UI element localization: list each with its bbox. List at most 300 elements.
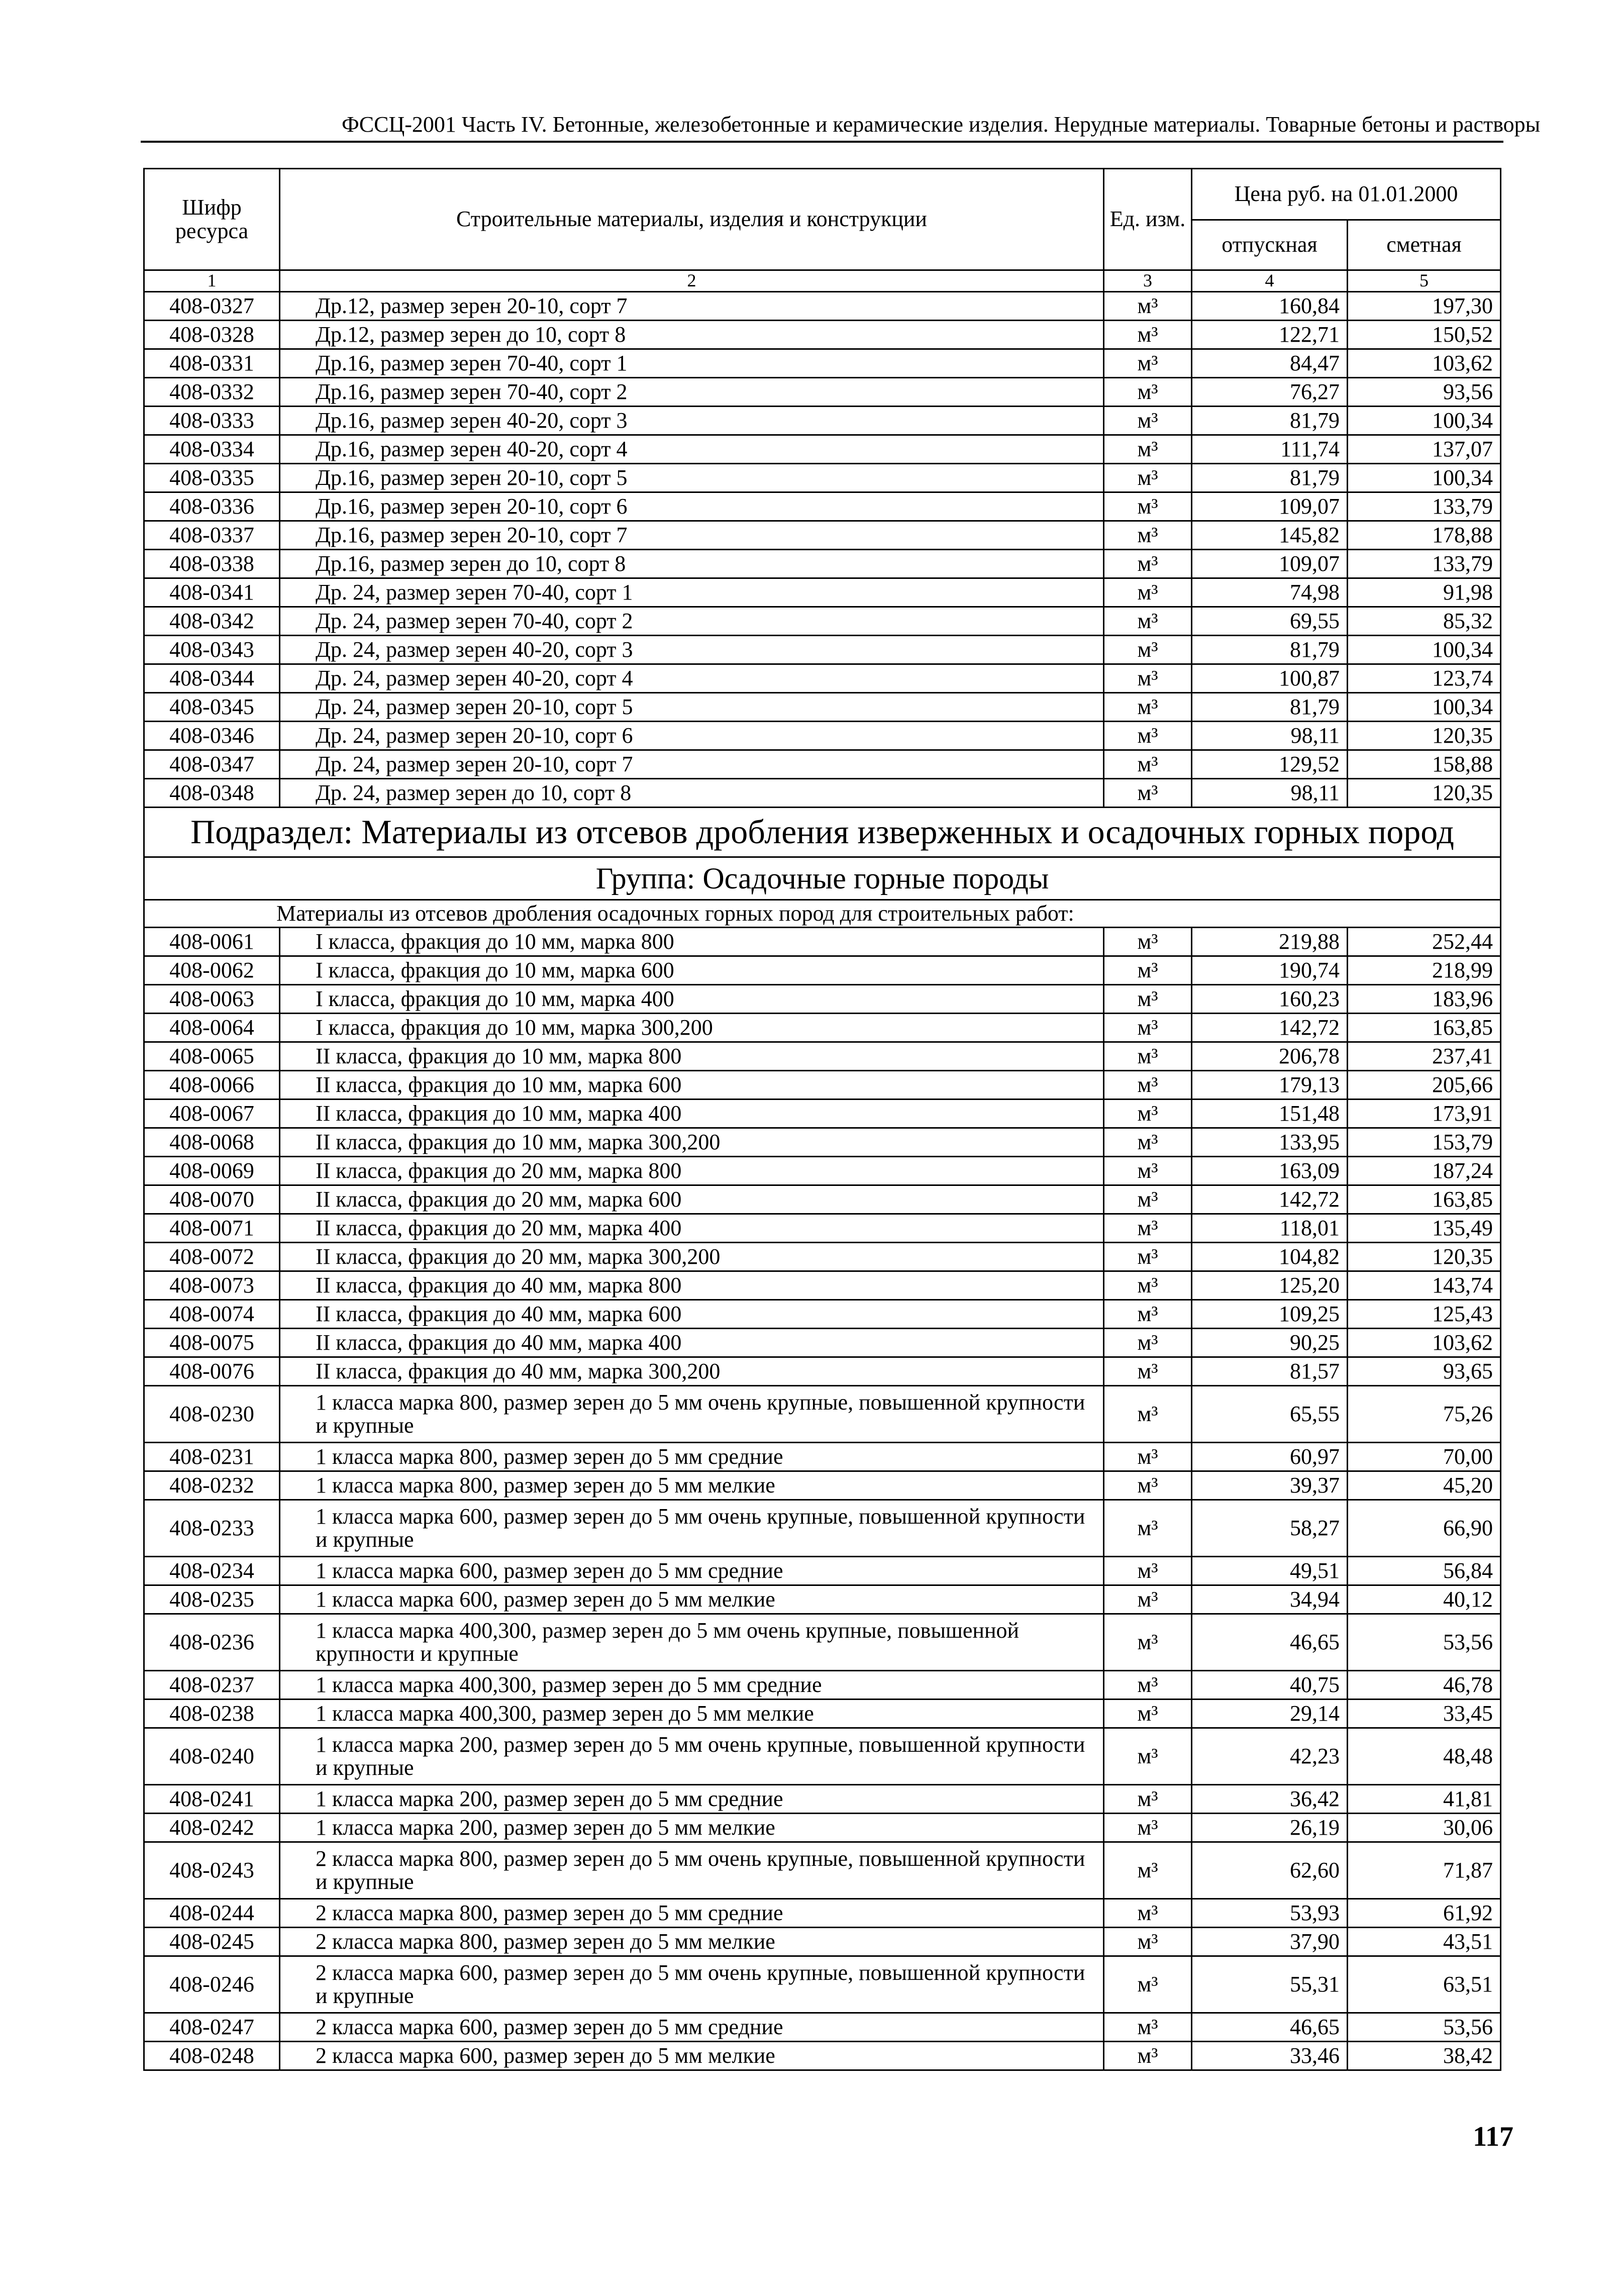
estimate-price: 53,56 [1348,2013,1501,2042]
unit-cell: м³ [1104,1700,1192,1728]
material-name: II класса, фракция до 20 мм, марка 300,200 [280,1243,1104,1271]
release-price: 219,88 [1192,928,1348,956]
col-header-estimate-price: сметная [1348,220,1501,270]
price-table [143,168,1501,2071]
table-row [144,1100,1501,1128]
unit-cell: м³ [1104,321,1192,349]
material-name: II класса, фракция до 40 мм, марка 300,200 [280,1357,1104,1386]
material-name: II класса, фракция до 40 мм, марка 600 [280,1300,1104,1329]
resource-code: 408-0327 [144,292,280,321]
table-row [144,1785,1501,1814]
table-row [144,985,1501,1014]
column-number: 4 [1192,270,1348,292]
table-row [144,1956,1501,2013]
release-price: 104,82 [1192,1243,1348,1271]
estimate-price: 143,74 [1348,1271,1501,1300]
estimate-price: 120,35 [1348,722,1501,750]
resource-code: 408-0074 [144,1300,280,1329]
column-number: 1 [144,270,280,292]
release-price: 36,42 [1192,1785,1348,1814]
material-name: Др. 24, размер зерен 20-10, сорт 6 [280,722,1104,750]
unit-cell: м³ [1104,1300,1192,1329]
col-header-price-group: Цена руб. на 01.01.2000 [1192,169,1501,220]
resource-code: 408-0345 [144,693,280,722]
estimate-price: 163,85 [1348,1185,1501,1214]
material-name: II класса, фракция до 20 мм, марка 400 [280,1214,1104,1243]
estimate-price: 153,79 [1348,1128,1501,1157]
resource-code: 408-0338 [144,550,280,578]
column-number-row [144,270,1501,292]
unit-cell: м³ [1104,578,1192,607]
material-name: 2 класса марка 800, размер зерен до 5 мм очень крупные, повышенной крупности и крупные [280,1842,1104,1899]
material-name: Др.16, размер зерен 40-20, сорт 3 [280,407,1104,435]
estimate-price: 93,65 [1348,1357,1501,1386]
unit-cell: м³ [1104,1386,1192,1443]
estimate-price: 173,91 [1348,1100,1501,1128]
release-price: 34,94 [1192,1585,1348,1614]
resource-code: 408-0238 [144,1700,280,1728]
material-name: 1 класса марка 600, размер зерен до 5 мм очень крупные, повышенной крупности и крупные [280,1500,1104,1557]
release-price: 142,72 [1192,1014,1348,1042]
material-name: Др.16, размер зерен 20-10, сорт 7 [280,521,1104,550]
unit-cell: м³ [1104,521,1192,550]
estimate-price: 123,74 [1348,664,1501,693]
unit-cell: м³ [1104,1728,1192,1785]
release-price: 49,51 [1192,1557,1348,1585]
table-row [144,1700,1501,1728]
page-number: 117 [1473,2121,1513,2152]
table-row [144,578,1501,607]
unit-cell: м³ [1104,492,1192,521]
estimate-price: 100,34 [1348,693,1501,722]
unit-cell: м³ [1104,1014,1192,1042]
table-row [144,928,1501,956]
estimate-price: 63,51 [1348,1956,1501,2013]
estimate-price: 53,56 [1348,1614,1501,1671]
material-name: Др. 24, размер зерен 70-40, сорт 2 [280,607,1104,636]
resource-code: 408-0336 [144,492,280,521]
resource-code: 408-0247 [144,2013,280,2042]
release-price: 81,79 [1192,636,1348,664]
resource-code: 408-0331 [144,349,280,378]
release-price: 133,95 [1192,1128,1348,1157]
resource-code: 408-0346 [144,722,280,750]
unit-cell: м³ [1104,1243,1192,1271]
material-name: I класса, фракция до 10 мм, марка 300,200 [280,1014,1104,1042]
unit-cell: м³ [1104,1071,1192,1100]
estimate-price: 252,44 [1348,928,1501,956]
resource-code: 408-0061 [144,928,280,956]
table-row [144,521,1501,550]
material-name: II класса, фракция до 40 мм, марка 400 [280,1329,1104,1357]
estimate-price: 48,48 [1348,1728,1501,1785]
resource-code: 408-0328 [144,321,280,349]
release-price: 179,13 [1192,1071,1348,1100]
unit-cell: м³ [1104,693,1192,722]
unit-cell: м³ [1104,292,1192,321]
estimate-price: 120,35 [1348,779,1501,808]
section-headings [144,808,1501,928]
estimate-price: 91,98 [1348,578,1501,607]
resource-code: 408-0333 [144,407,280,435]
estimate-price: 38,42 [1348,2042,1501,2070]
table-header [144,169,1501,292]
material-name: 1 класса марка 600, размер зерен до 5 мм мелкие [280,1585,1104,1614]
unit-cell: м³ [1104,1471,1192,1500]
table-row [144,1386,1501,1443]
release-price: 26,19 [1192,1814,1348,1842]
unit-cell: м³ [1104,779,1192,808]
resource-code: 408-0241 [144,1785,280,1814]
table-row [144,1329,1501,1357]
resource-code: 408-0240 [144,1728,280,1785]
estimate-price: 41,81 [1348,1785,1501,1814]
col-header-unit: Ед. изм. [1104,169,1192,270]
table-row [144,1671,1501,1700]
material-name: 1 класса марка 200, размер зерен до 5 мм средние [280,1785,1104,1814]
estimate-price: 45,20 [1348,1471,1501,1500]
material-name: II класса, фракция до 10 мм, марка 600 [280,1071,1104,1100]
release-price: 46,65 [1192,2013,1348,2042]
material-name: 1 класса марка 200, размер зерен до 5 мм мелкие [280,1814,1104,1842]
estimate-price: 75,26 [1348,1386,1501,1443]
unit-cell: м³ [1104,2042,1192,2070]
table-row [144,435,1501,464]
resource-code: 408-0337 [144,521,280,550]
unit-cell: м³ [1104,956,1192,985]
material-name: 2 класса марка 600, размер зерен до 5 мм очень крупные, повышенной крупности и крупные [280,1956,1104,2013]
estimate-price: 40,12 [1348,1585,1501,1614]
table-row [144,693,1501,722]
table-body-part2 [144,928,1501,2070]
table-row [144,1585,1501,1614]
unit-cell: м³ [1104,349,1192,378]
unit-cell: м³ [1104,1185,1192,1214]
release-price: 98,11 [1192,722,1348,750]
table-row [144,607,1501,636]
estimate-price: 100,34 [1348,464,1501,492]
release-price: 84,47 [1192,349,1348,378]
estimate-price: 100,34 [1348,407,1501,435]
table-row [144,492,1501,521]
material-name: 1 класса марка 200, размер зерен до 5 мм очень крупные, повышенной крупности и крупные [280,1728,1104,1785]
release-price: 118,01 [1192,1214,1348,1243]
material-name: II класса, фракция до 10 мм, марка 300,200 [280,1128,1104,1157]
release-price: 129,52 [1192,750,1348,779]
column-number: 5 [1348,270,1501,292]
estimate-price: 197,30 [1348,292,1501,321]
estimate-price: 133,79 [1348,492,1501,521]
material-name: 1 класса марка 800, размер зерен до 5 мм очень крупные, повышенной крупности и крупные [280,1386,1104,1443]
table-row [144,1243,1501,1271]
unit-cell: м³ [1104,750,1192,779]
release-price: 39,37 [1192,1471,1348,1500]
table-row [144,1071,1501,1100]
material-name: 1 класса марка 400,300, размер зерен до 5 мм очень крупные, повышенной крупности и крупные [280,1614,1104,1671]
resource-code: 408-0065 [144,1042,280,1071]
resource-code: 408-0348 [144,779,280,808]
estimate-price: 33,45 [1348,1700,1501,1728]
unit-cell: м³ [1104,1157,1192,1185]
release-price: 98,11 [1192,779,1348,808]
material-name: 1 класса марка 800, размер зерен до 5 мм средние [280,1443,1104,1471]
unit-cell: м³ [1104,1585,1192,1614]
table-row [144,1271,1501,1300]
release-price: 74,98 [1192,578,1348,607]
column-number: 2 [280,270,1104,292]
unit-cell: м³ [1104,985,1192,1014]
release-price: 145,82 [1192,521,1348,550]
release-price: 100,87 [1192,664,1348,693]
running-header: ФССЦ-2001 Часть IV. Бетонные, железобетонные и керамические изделия. Нерудные материалы. Товарные бетоны и растворы [342,112,1541,137]
release-price: 46,65 [1192,1614,1348,1671]
estimate-price: 125,43 [1348,1300,1501,1329]
release-price: 125,20 [1192,1271,1348,1300]
estimate-price: 61,92 [1348,1899,1501,1928]
release-price: 42,23 [1192,1728,1348,1785]
resource-code: 408-0067 [144,1100,280,1128]
release-price: 53,93 [1192,1899,1348,1928]
estimate-price: 163,85 [1348,1014,1501,1042]
material-name: I класса, фракция до 10 мм, марка 800 [280,928,1104,956]
resource-code: 408-0231 [144,1443,280,1471]
release-price: 190,74 [1192,956,1348,985]
unit-cell: м³ [1104,407,1192,435]
release-price: 90,25 [1192,1329,1348,1357]
unit-cell: м³ [1104,664,1192,693]
unit-cell: м³ [1104,928,1192,956]
resource-code: 408-0242 [144,1814,280,1842]
resource-code: 408-0341 [144,578,280,607]
resource-code: 408-0342 [144,607,280,636]
resource-code: 408-0233 [144,1500,280,1557]
table-row [144,1614,1501,1671]
estimate-price: 150,52 [1348,321,1501,349]
table-row [144,956,1501,985]
table-row [144,1014,1501,1042]
header-rule [141,141,1503,143]
table-row [144,2013,1501,2042]
material-name: 2 класса марка 800, размер зерен до 5 мм мелкие [280,1928,1104,1956]
material-name: 2 класса марка 800, размер зерен до 5 мм средние [280,1899,1104,1928]
table-row [144,1300,1501,1329]
unit-cell: м³ [1104,722,1192,750]
release-price: 142,72 [1192,1185,1348,1214]
table-row [144,1728,1501,1785]
unit-cell: м³ [1104,636,1192,664]
group-title: Группа: Осадочные горные породы [144,857,1501,900]
unit-cell: м³ [1104,1956,1192,2013]
release-price: 122,71 [1192,321,1348,349]
estimate-price: 103,62 [1348,1329,1501,1357]
release-price: 76,27 [1192,378,1348,407]
unit-cell: м³ [1104,1329,1192,1357]
resource-code: 408-0230 [144,1386,280,1443]
group-intro: Материалы из отсевов дробления осадочных горных пород для строительных работ: [144,900,1501,928]
release-price: 69,55 [1192,607,1348,636]
resource-code: 408-0347 [144,750,280,779]
table-row [144,1814,1501,1842]
table-row [144,636,1501,664]
material-name: Др.16, размер зерен до 10, сорт 8 [280,550,1104,578]
unit-cell: м³ [1104,1814,1192,1842]
resource-code: 408-0335 [144,464,280,492]
release-price: 160,23 [1192,985,1348,1014]
table-row [144,750,1501,779]
estimate-price: 100,34 [1348,636,1501,664]
estimate-price: 103,62 [1348,349,1501,378]
unit-cell: м³ [1104,1128,1192,1157]
release-price: 60,97 [1192,1443,1348,1471]
estimate-price: 46,78 [1348,1671,1501,1700]
unit-cell: м³ [1104,1899,1192,1928]
table-body-part1 [144,292,1501,808]
resource-code: 408-0245 [144,1928,280,1956]
subsection-title: Подраздел: Материалы из отсевов дробления изверженных и осадочных горных пород [144,808,1501,857]
release-price: 109,07 [1192,550,1348,578]
estimate-price: 85,32 [1348,607,1501,636]
table-row [144,464,1501,492]
material-name: Др. 24, размер зерен 40-20, сорт 3 [280,636,1104,664]
estimate-price: 56,84 [1348,1557,1501,1585]
estimate-price: 237,41 [1348,1042,1501,1071]
release-price: 40,75 [1192,1671,1348,1700]
col-header-name: Строительные материалы, изделия и конструкции [280,169,1104,270]
table-row [144,1443,1501,1471]
estimate-price: 93,56 [1348,378,1501,407]
unit-cell: м³ [1104,1100,1192,1128]
resource-code: 408-0237 [144,1671,280,1700]
resource-code: 408-0334 [144,435,280,464]
material-name: Др.12, размер зерен 20-10, сорт 7 [280,292,1104,321]
table-row [144,1842,1501,1899]
resource-code: 408-0344 [144,664,280,693]
material-name: I класса, фракция до 10 мм, марка 400 [280,985,1104,1014]
unit-cell: м³ [1104,464,1192,492]
resource-code: 408-0246 [144,1956,280,2013]
unit-cell: м³ [1104,1214,1192,1243]
resource-code: 408-0069 [144,1157,280,1185]
table-row [144,550,1501,578]
unit-cell: м³ [1104,1928,1192,1956]
material-name: II класса, фракция до 20 мм, марка 800 [280,1157,1104,1185]
estimate-price: 218,99 [1348,956,1501,985]
release-price: 37,90 [1192,1928,1348,1956]
unit-cell: м³ [1104,435,1192,464]
resource-code: 408-0244 [144,1899,280,1928]
unit-cell: м³ [1104,1443,1192,1471]
resource-code: 408-0235 [144,1585,280,1614]
release-price: 29,14 [1192,1700,1348,1728]
material-name: I класса, фракция до 10 мм, марка 600 [280,956,1104,985]
material-name: Др. 24, размер зерен 20-10, сорт 7 [280,750,1104,779]
estimate-price: 178,88 [1348,521,1501,550]
material-name: 2 класса марка 600, размер зерен до 5 мм средние [280,2013,1104,2042]
estimate-price: 205,66 [1348,1071,1501,1100]
resource-code: 408-0332 [144,378,280,407]
table-row [144,722,1501,750]
table-row [144,407,1501,435]
resource-code: 408-0075 [144,1329,280,1357]
material-name: II класса, фракция до 20 мм, марка 600 [280,1185,1104,1214]
resource-code: 408-0076 [144,1357,280,1386]
unit-cell: м³ [1104,1842,1192,1899]
material-name: Др. 24, размер зерен 70-40, сорт 1 [280,578,1104,607]
table-row [144,1500,1501,1557]
release-price: 109,07 [1192,492,1348,521]
table-row [144,378,1501,407]
table-row [144,1357,1501,1386]
unit-cell: м³ [1104,1557,1192,1585]
release-price: 81,79 [1192,464,1348,492]
release-price: 58,27 [1192,1500,1348,1557]
unit-cell: м³ [1104,1785,1192,1814]
release-price: 62,60 [1192,1842,1348,1899]
estimate-price: 135,49 [1348,1214,1501,1243]
col-header-release-price: отпускная [1192,220,1348,270]
estimate-price: 183,96 [1348,985,1501,1014]
resource-code: 408-0073 [144,1271,280,1300]
table-row [144,1471,1501,1500]
column-number: 3 [1104,270,1192,292]
unit-cell: м³ [1104,607,1192,636]
unit-cell: м³ [1104,550,1192,578]
table-row [144,1157,1501,1185]
release-price: 81,57 [1192,1357,1348,1386]
unit-cell: м³ [1104,2013,1192,2042]
material-name: Др.16, размер зерен 20-10, сорт 6 [280,492,1104,521]
release-price: 111,74 [1192,435,1348,464]
table-row [144,292,1501,321]
estimate-price: 120,35 [1348,1243,1501,1271]
release-price: 33,46 [1192,2042,1348,2070]
table-row [144,1214,1501,1243]
unit-cell: м³ [1104,1357,1192,1386]
material-name: 2 класса марка 600, размер зерен до 5 мм мелкие [280,2042,1104,2070]
release-price: 81,79 [1192,407,1348,435]
resource-code: 408-0062 [144,956,280,985]
material-name: 1 класса марка 400,300, размер зерен до 5 мм средние [280,1671,1104,1700]
release-price: 65,55 [1192,1386,1348,1443]
resource-code: 408-0234 [144,1557,280,1585]
material-name: 1 класса марка 600, размер зерен до 5 мм средние [280,1557,1104,1585]
material-name: II класса, фракция до 10 мм, марка 400 [280,1100,1104,1128]
resource-code: 408-0232 [144,1471,280,1500]
release-price: 163,09 [1192,1157,1348,1185]
resource-code: 408-0343 [144,636,280,664]
table-row [144,1557,1501,1585]
material-name: 1 класса марка 800, размер зерен до 5 мм мелкие [280,1471,1104,1500]
material-name: Др. 24, размер зерен до 10, сорт 8 [280,779,1104,808]
estimate-price: 71,87 [1348,1842,1501,1899]
resource-code: 408-0072 [144,1243,280,1271]
estimate-price: 66,90 [1348,1500,1501,1557]
material-name: Др.16, размер зерен 40-20, сорт 4 [280,435,1104,464]
material-name: II класса, фракция до 40 мм, марка 800 [280,1271,1104,1300]
material-name: Др.16, размер зерен 70-40, сорт 1 [280,349,1104,378]
estimate-price: 133,79 [1348,550,1501,578]
release-price: 160,84 [1192,292,1348,321]
estimate-price: 30,06 [1348,1814,1501,1842]
unit-cell: м³ [1104,1500,1192,1557]
estimate-price: 43,51 [1348,1928,1501,1956]
unit-cell: м³ [1104,1614,1192,1671]
material-name: Др. 24, размер зерен 40-20, сорт 4 [280,664,1104,693]
col-header-code: Шифр ресурса [144,169,280,270]
resource-code: 408-0064 [144,1014,280,1042]
resource-code: 408-0063 [144,985,280,1014]
resource-code: 408-0071 [144,1214,280,1243]
